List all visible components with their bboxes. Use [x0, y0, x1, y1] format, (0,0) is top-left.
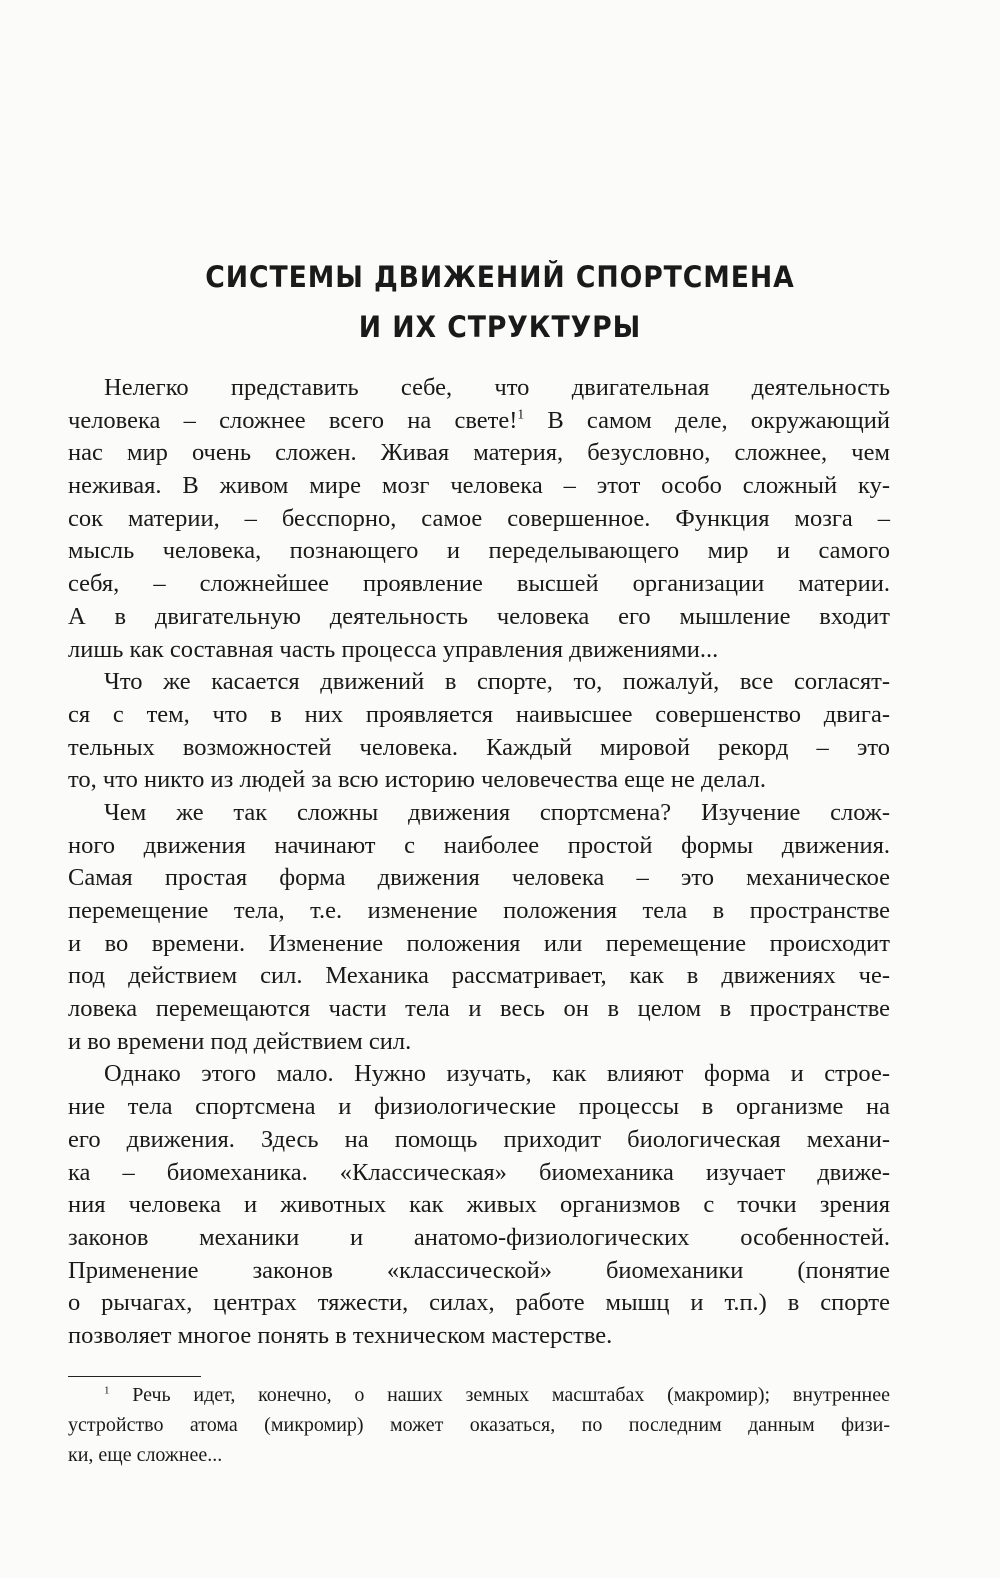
text-line: нас мир очень сложен. Живая материя, безусловно, сложнее, чем: [68, 439, 890, 467]
text-line: под действием сил. Механика рассматривает, как в движениях че-: [68, 962, 890, 990]
chapter-title: [40, 252, 960, 352]
text-line: и во времени под действием сил.: [68, 1027, 412, 1055]
body-text: [68, 372, 890, 1353]
paragraph: [68, 372, 890, 666]
text-line: себя, – сложнейшее проявление высшей организации материи.: [68, 570, 890, 598]
text-line: его движения. Здесь на помощь приходит биологическая механи-: [68, 1125, 890, 1153]
footnote-divider: [68, 1376, 201, 1377]
text-line: Самая простая форма движения человека – это механическое: [68, 864, 890, 892]
text-line: законов механики и анатомо-физиологических особенностей.: [68, 1223, 890, 1251]
text-line: Применение законов «классической» биомеханики (понятие: [68, 1256, 890, 1284]
footnote-marker: 1: [517, 406, 525, 422]
text-line: ся с тем, что в них проявляется наивысшее совершенство двига-: [68, 700, 890, 728]
text-line: ние тела спортсмена и физиологические процессы в организме на: [68, 1093, 890, 1121]
text-line: ния человека и животных как живых организмов с точки зрения: [68, 1191, 890, 1219]
text-line: человека – сложнее всего на свете!$^1$ В самом деле, окружающий: [68, 406, 891, 434]
paragraph: [68, 797, 890, 1059]
text-line: то, что никто из людей за всю историю человечества еще не делал.: [68, 766, 766, 794]
text-line: ного движения начинают с наиболее простой формы движения.: [68, 831, 890, 859]
text-line: Нелегко представить себе, что двигательная деятельность: [104, 374, 890, 401]
text-line: ка – биомеханика. «Классическая» биомеханика изучает движе-: [68, 1158, 890, 1186]
text-line: перемещение тела, т.е. изменение положения тела в пространстве: [68, 897, 890, 924]
text-line: Что же касается движений в спорте, то, пожалуй, все согласят-: [104, 668, 890, 696]
paragraph: [68, 666, 890, 797]
text-line: сок материи, – бесспорно, самое совершенное. Функция мозга –: [68, 504, 890, 532]
footnote-line: ки, еще сложнее...: [68, 1444, 223, 1466]
text-line: Чем же так сложны движения спортсмена? Изучение слож-: [104, 798, 890, 826]
text-line: лишь как составная часть процесса управления движениями...: [68, 635, 719, 663]
text-line: и во времени. Изменение положения или перемещение происходит: [68, 929, 890, 957]
text-line: о рычагах, центрах тяжести, силах, работе мышц и т.п.) в спорте: [68, 1289, 890, 1317]
text-line: А в двигательную деятельность человека его мышление входит: [68, 602, 890, 630]
text-line: Однако этого мало. Нужно изучать, как влияют форма и строе-: [104, 1060, 890, 1088]
text-line: неживая. В живом мире мозг человека – этот особо сложный ку-: [68, 472, 890, 500]
footnote-marker: 1: [104, 1384, 110, 1397]
text-line: позволяет многое понять в техническом мастерстве.: [68, 1321, 613, 1349]
paragraph: [68, 1058, 890, 1352]
text-line: тельных возможностей человека. Каждый мировой рекорд – это: [68, 733, 890, 761]
footnote-line: $^1$ Речь идет, конечно, о наших земных масштабах (макромир); внутреннее: [104, 1384, 890, 1406]
chapter-title-line: И ИХ СТРУКТУРЫ: [358, 310, 642, 344]
footnote: [68, 1380, 890, 1470]
text-line: мысль человека, познающего и переделывающего мир и самого: [68, 537, 890, 565]
chapter-title-line: СИСТЕМЫ ДВИЖЕНИЙ СПОРТСМЕНА: [205, 260, 795, 294]
footnote-line: устройство атома (микромир) может оказаться, по последним данным физи-: [68, 1414, 890, 1436]
text-line: ловека перемещаются части тела и весь он в целом в пространстве: [68, 995, 890, 1023]
